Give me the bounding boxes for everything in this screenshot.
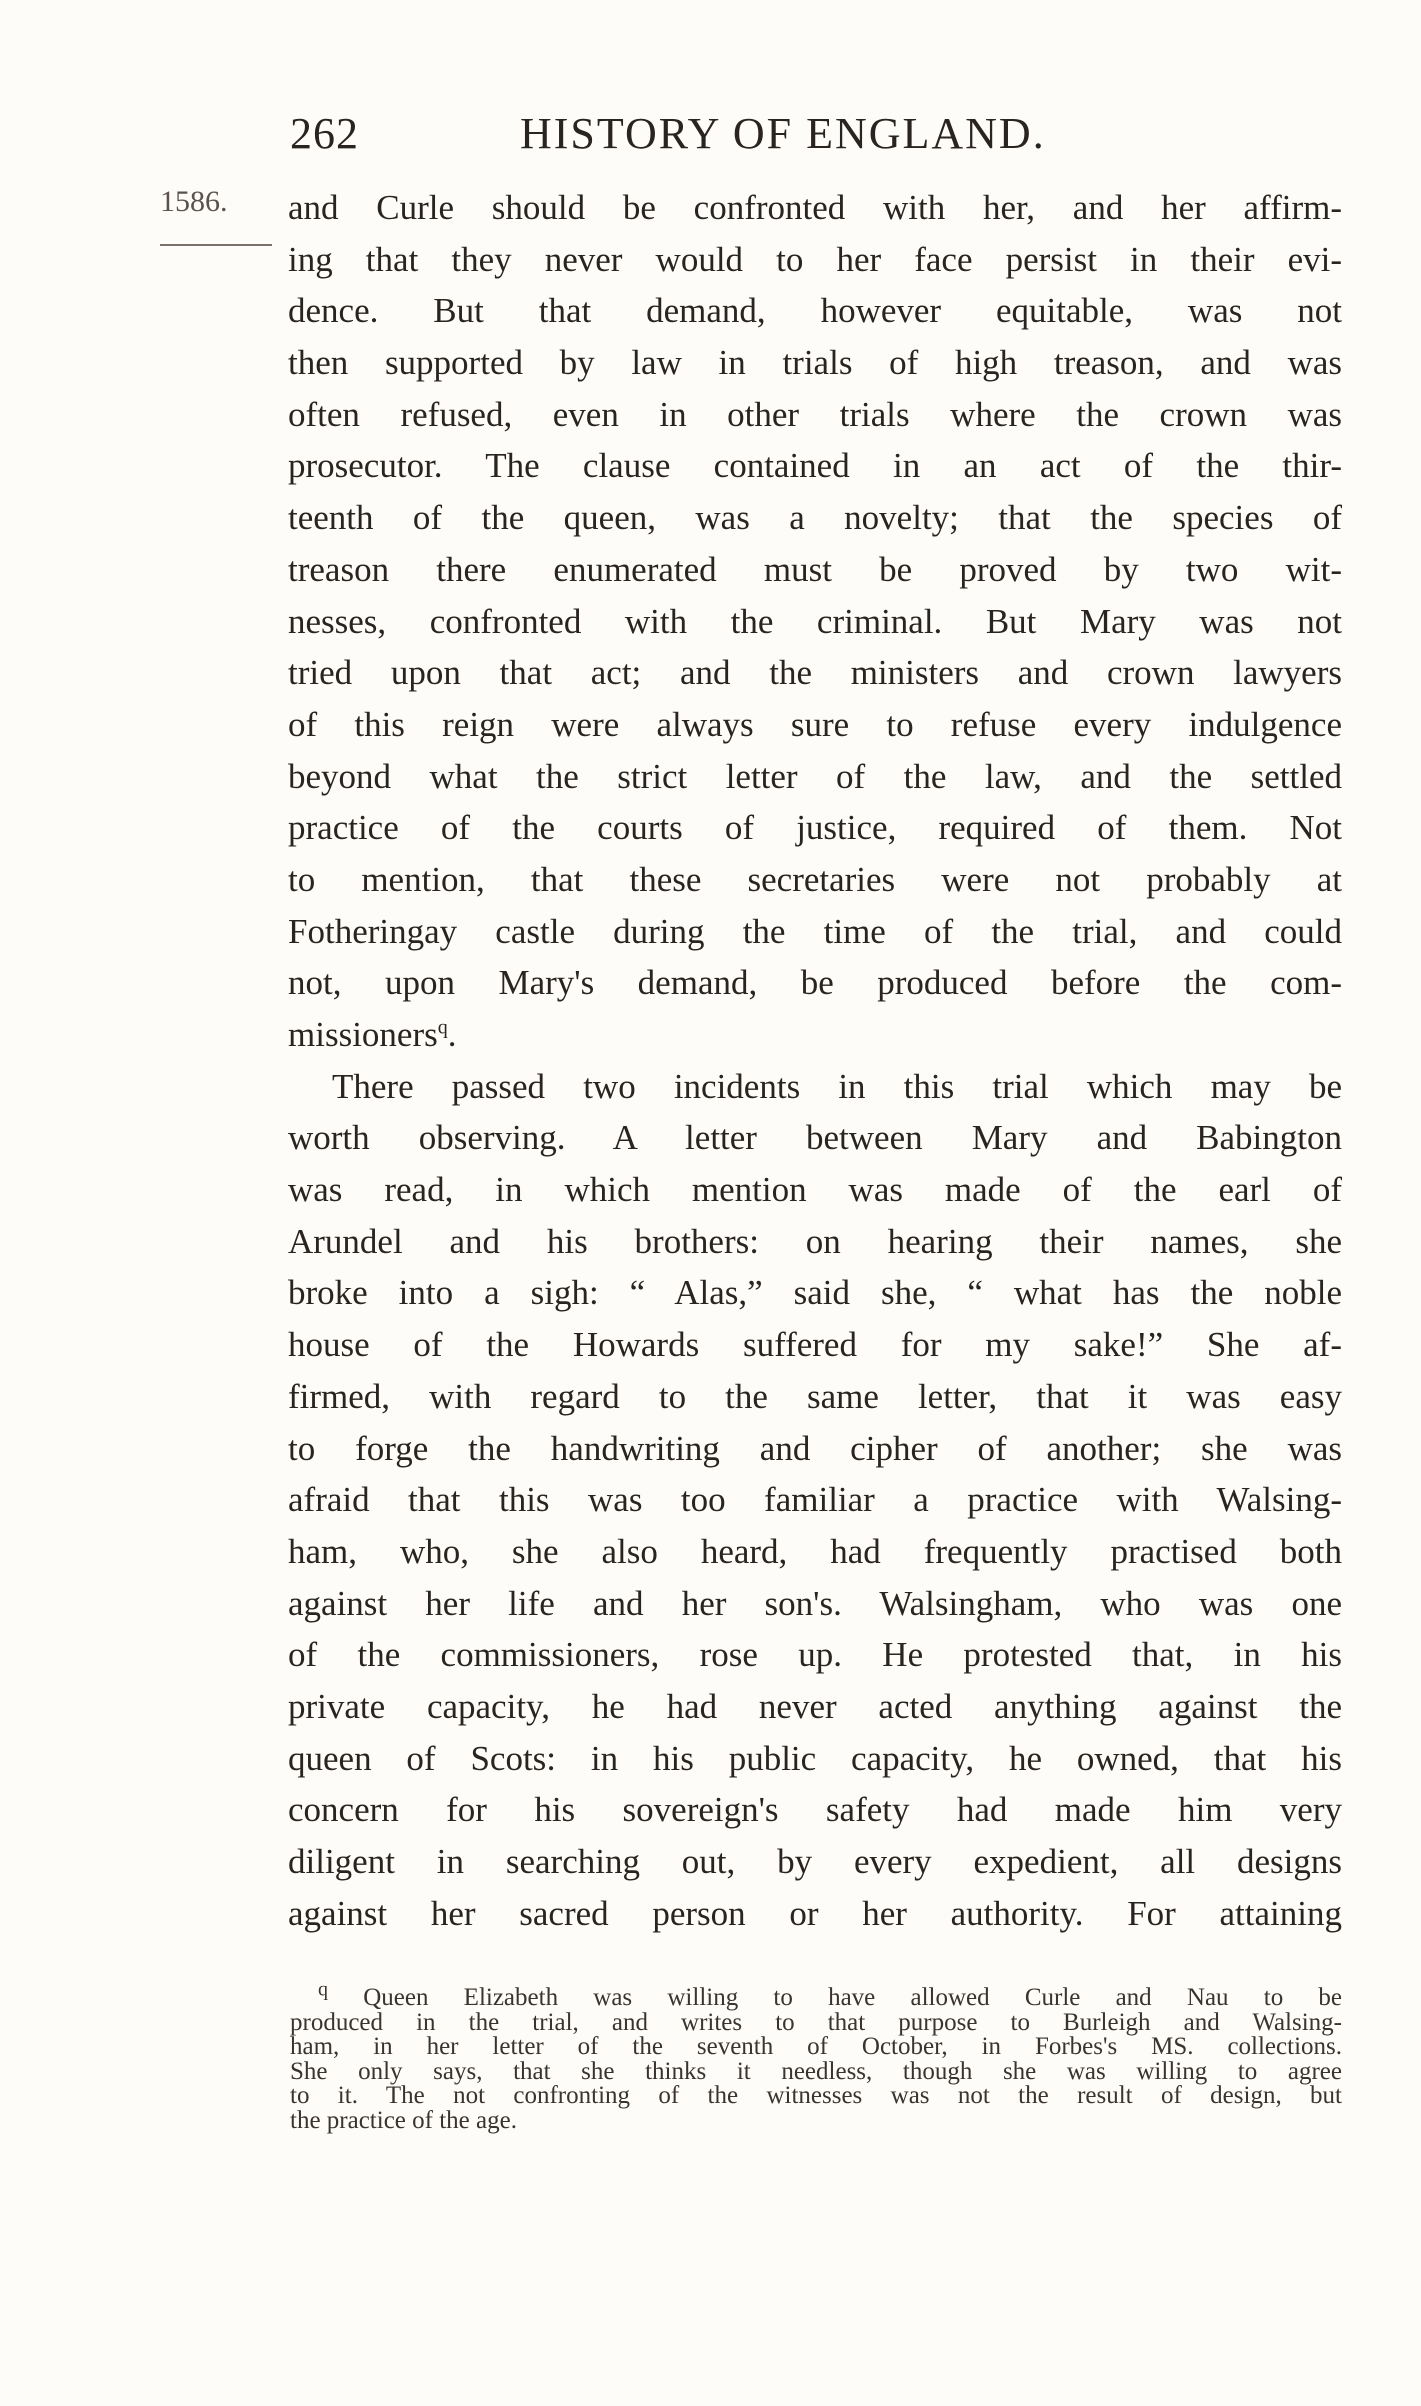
footnote-line [290, 1978, 1343, 2011]
footnote-line: produced in the trial, and writes to that purpose to Burleigh and Walsing- [290, 2008, 1342, 2036]
footnote-reference-trailer: . [447, 1015, 457, 1054]
text-line: diligent in searching out, by every expedient, all designs [288, 1842, 1342, 1881]
text-line: was read, in which mention was made of the earl of [288, 1170, 1342, 1210]
text-line: and Curle should be confronted with her, and her affirm- [288, 188, 1342, 227]
footnote-line: She only says, that she thinks it needless, though she was willing to agree [290, 2057, 1342, 2085]
text-line: to forge the handwriting and cipher of another; she was [288, 1428, 1342, 1468]
body-text [288, 182, 1342, 1939]
text-line: house of the Howards suffered for my sake!” She af- [288, 1325, 1342, 1365]
text-line: not, upon Mary's demand, be produced before the com- [288, 963, 1342, 1003]
text-line: teenth of the queen, was a novelty; that the species of [288, 498, 1342, 538]
text-line: of this reign were always sure to refuse every indulgence [288, 704, 1342, 744]
text-line: nesses, confronted with the criminal. But Mary was not [288, 601, 1342, 641]
text-line: prosecutor. The clause contained in an act of the thir- [288, 446, 1342, 486]
text-line: to mention, that these secretaries were not probably at [288, 859, 1342, 899]
text-line: firmed, with regard to the same letter, that it was easy [288, 1376, 1342, 1416]
paragraph-end-line [288, 1009, 1342, 1061]
text-line: then supported by law in trials of high treason, and was [288, 343, 1342, 383]
text-line: Arundel and his brothers: on hearing their names, she [288, 1221, 1342, 1261]
paragraph-start-line: There passed two incidents in this trial which may be [332, 1066, 1342, 1106]
text-line: Fotheringay castle during the time of the trial, and could [288, 911, 1342, 951]
text-line: ham, who, she also heard, had frequently practised both [288, 1531, 1342, 1571]
text-line: beyond what the strict letter of the law, and the settled [288, 756, 1342, 796]
text-line: tried upon that act; and the ministers and crown lawyers [288, 653, 1342, 693]
text-line: concern for his sovereign's safety had made him very [288, 1790, 1342, 1830]
text-line: against her life and her son's. Walsingham, who was one [288, 1583, 1342, 1623]
footnote [290, 1978, 1343, 2134]
footnote-text: Queen Elizabeth was willing to have allowed Curle and Nau to be [363, 1984, 1343, 2011]
running-header [290, 108, 1350, 168]
text-line: treason there enumerated must be proved by two wit- [288, 549, 1342, 589]
text-line: dence. But that demand, however equitable, was not [288, 291, 1342, 331]
footnote-marker: q [318, 1978, 328, 2001]
text-line: of the commissioners, rose up. He protested that, in his [288, 1635, 1342, 1675]
text-line: missioners [288, 1015, 438, 1054]
footnote-reference: q [437, 1016, 448, 1039]
running-title: HISTORY OF ENGLAND. [520, 109, 1046, 158]
text-line: against her sacred person or her authority. For attaining [288, 1893, 1342, 1933]
text-line: private capacity, he had never acted anything against the [288, 1686, 1342, 1726]
footnote-line: to it. The not confronting of the witnesses was not the result of design, but [290, 2082, 1342, 2110]
text-line: practice of the courts of justice, required of them. Not [288, 808, 1342, 848]
page-number: 262 [290, 109, 359, 158]
text-line: ing that they never would to her face persist in their evi- [288, 239, 1342, 279]
text-line: worth observing. A letter between Mary and Babington [288, 1118, 1342, 1158]
margin-rule [160, 244, 272, 246]
footnote-line: the practice of the age. [290, 2106, 517, 2134]
text-line: queen of Scots: in his public capacity, he owned, that his [288, 1738, 1342, 1778]
text-line: broke into a sigh: “ Alas,” said she, “ what has the noble [288, 1273, 1342, 1313]
text-line: often refused, even in other trials where the crown was [288, 394, 1342, 434]
text-line: afraid that this was too familiar a practice with Walsing- [288, 1480, 1342, 1520]
margin-year: 1586. [160, 185, 228, 218]
footnote-line: ham, in her letter of the seventh of October, in Forbes's MS. collections. [290, 2033, 1342, 2061]
